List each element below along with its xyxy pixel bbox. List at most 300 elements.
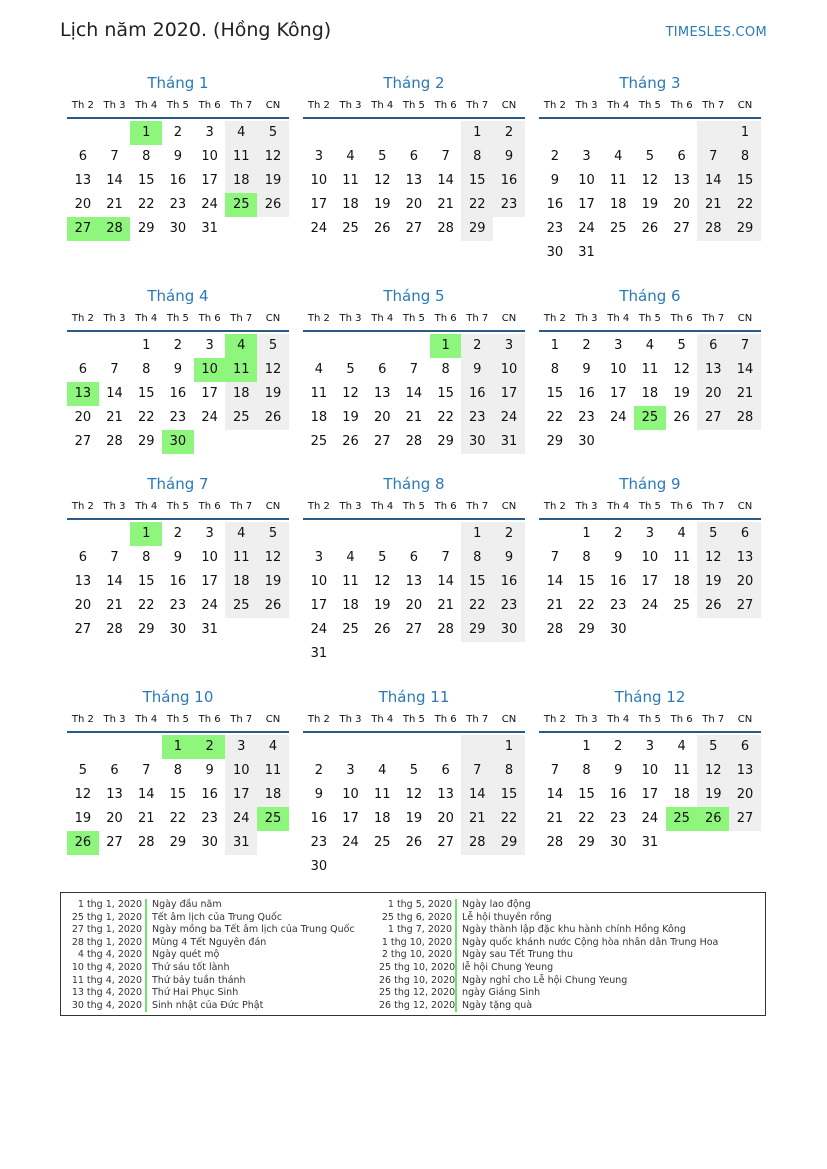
day-cell: 11: [641, 362, 659, 377]
weekday-header: [67, 713, 289, 733]
weekday-label: Th 4: [607, 501, 630, 512]
holiday-day-cell: 2: [194, 735, 226, 759]
day-cell: 17: [310, 598, 328, 613]
day-cell: 18: [609, 197, 627, 212]
day-cell: 22: [169, 811, 187, 826]
day-cell: 2: [614, 739, 623, 754]
day-cell: 9: [205, 763, 214, 778]
legend-marker: [455, 949, 457, 962]
month-block: [303, 687, 525, 879]
legend-holiday-name: Tết âm lịch của Trung Quốc: [152, 911, 283, 923]
day-cell: 15: [461, 570, 493, 594]
weekday-label: Th 5: [166, 313, 189, 324]
day-cell: 1: [461, 522, 493, 546]
day-cell: 9: [493, 546, 525, 570]
day-cell: 13: [437, 787, 454, 802]
month-block: [539, 687, 761, 855]
day-cell: 11: [609, 173, 627, 188]
day-cell: 8: [461, 546, 493, 570]
day-cell: 11: [342, 574, 359, 589]
day-cell: 26: [373, 221, 391, 236]
day-cell: 18: [673, 787, 690, 802]
weekday-label: Th 6: [198, 501, 221, 512]
weekday-label: Th 3: [575, 100, 598, 111]
day-cell: 7: [550, 550, 559, 565]
day-cell: 3: [493, 334, 525, 358]
weekday-label: Th 4: [135, 100, 158, 111]
weekday-label: Th 7: [466, 100, 489, 111]
holiday-day-cell: 30: [162, 430, 194, 454]
empty-cell: [366, 334, 398, 358]
weekday-label: Th 4: [135, 501, 158, 512]
month-block: [303, 73, 525, 241]
day-cell: 4: [677, 526, 686, 541]
day-cell: 30: [609, 835, 627, 850]
day-cell: 10: [225, 759, 257, 783]
weekday-label: Th 5: [402, 313, 425, 324]
weekday-label: Th 3: [103, 501, 126, 512]
day-cell: 5: [78, 763, 87, 778]
day-cell: 16: [578, 386, 595, 401]
day-cell: 25: [342, 221, 359, 236]
day-cell: 26: [641, 221, 659, 236]
day-cell: 23: [546, 221, 564, 236]
day-cell: 13: [373, 386, 391, 401]
day-cell: 15: [729, 169, 761, 193]
day-cell: 10: [578, 173, 595, 188]
day-cell: 20: [405, 197, 423, 212]
day-cell: 17: [225, 783, 257, 807]
day-grid: [67, 522, 289, 642]
legend-holiday-name: Ngày tặng quà: [462, 999, 533, 1011]
weekday-label: Th 7: [230, 100, 253, 111]
day-cell: 12: [342, 386, 359, 401]
month-title: Tháng 4: [147, 287, 209, 305]
day-cell: 26: [342, 434, 359, 449]
day-cell: 9: [461, 358, 493, 382]
legend-date: 26 thg 10, 2020: [379, 974, 456, 986]
month-block: [67, 687, 289, 855]
weekday-label: CN: [737, 313, 753, 324]
day-cell: 23: [578, 410, 595, 425]
day-cell: 8: [173, 763, 183, 778]
day-cell: 13: [405, 173, 423, 188]
empty-cell: [461, 735, 493, 759]
weekday-label: Th 7: [230, 313, 253, 324]
day-cell: 30: [169, 622, 187, 637]
day-cell: 26: [373, 622, 391, 637]
day-cell: 5: [257, 522, 289, 546]
day-cell: 1: [142, 338, 151, 353]
day-cell: 10: [310, 173, 328, 188]
empty-cell: [303, 735, 335, 759]
day-cell: 1: [550, 338, 559, 353]
legend-holiday-name: Thứ sáu tốt lành: [152, 961, 230, 973]
weekday-label: Th 7: [466, 313, 489, 324]
day-cell: 20: [74, 410, 92, 425]
legend-holiday-name: Lễ hội thuyền rồng: [462, 911, 552, 923]
day-cell: 2: [314, 763, 323, 778]
day-cell: 23: [169, 598, 187, 613]
weekday-label: Th 6: [670, 501, 693, 512]
day-cell: 18: [257, 783, 289, 807]
day-cell: 1: [461, 121, 493, 145]
weekday-label: Th 5: [402, 714, 425, 725]
day-cell: 30: [310, 859, 328, 874]
month-title: Tháng 2: [383, 74, 445, 92]
empty-cell: [430, 522, 462, 546]
month-title: Tháng 7: [147, 475, 209, 493]
day-cell: 24: [201, 197, 218, 212]
day-cell: 22: [461, 193, 493, 217]
day-cell: 20: [437, 811, 454, 826]
day-cell: 9: [614, 550, 623, 565]
day-cell: 6: [697, 334, 729, 358]
day-cell: 17: [609, 386, 627, 401]
day-cell: 5: [697, 735, 729, 759]
day-cell: 24: [310, 221, 328, 236]
day-cell: 5: [378, 149, 387, 164]
day-cell: 12: [373, 574, 391, 589]
day-cell: 24: [493, 406, 525, 430]
weekday-label: CN: [265, 313, 281, 324]
day-cell: 6: [409, 149, 419, 164]
day-cell: 3: [645, 526, 655, 541]
weekday-label: Th 4: [607, 100, 630, 111]
day-cell: 22: [137, 598, 155, 613]
day-cell: 17: [201, 173, 218, 188]
weekday-label: Th 7: [230, 714, 253, 725]
day-cell: 3: [314, 550, 323, 565]
weekday-label: Th 3: [339, 501, 362, 512]
legend-row: [69, 1000, 355, 1013]
day-cell: 5: [409, 763, 419, 778]
holiday-day-cell: 4: [225, 334, 257, 358]
weekday-label: Th 4: [371, 501, 394, 512]
day-cell: 7: [110, 550, 119, 565]
legend-date: 25 thg 10, 2020: [379, 961, 456, 973]
day-cell: 11: [373, 787, 391, 802]
legend-marker: [455, 937, 457, 950]
day-cell: 21: [437, 197, 454, 212]
day-cell: 3: [346, 763, 355, 778]
day-cell: 6: [729, 735, 761, 759]
day-cell: 4: [257, 735, 289, 759]
holiday-day-cell: 1: [162, 735, 194, 759]
day-cell: 4: [225, 522, 257, 546]
day-cell: 17: [578, 197, 595, 212]
legend-date: 11 thg 4, 2020: [71, 974, 142, 986]
empty-cell: [571, 121, 603, 145]
holiday-day-cell: 13: [67, 382, 99, 406]
weekday-label: CN: [737, 501, 753, 512]
legend-marker: [145, 962, 147, 975]
legend-holiday-name: lễ hội Chung Yeung: [462, 961, 554, 973]
day-cell: 6: [409, 550, 419, 565]
weekday-label: Th 5: [638, 100, 661, 111]
day-cell: 24: [609, 410, 627, 425]
legend-date: 30 thg 4, 2020: [71, 999, 142, 1011]
empty-cell: [335, 522, 367, 546]
day-grid: [539, 522, 761, 642]
day-cell: 18: [310, 410, 328, 425]
day-cell: 15: [137, 173, 155, 188]
day-cell: 12: [673, 362, 690, 377]
day-cell: 16: [609, 574, 627, 589]
day-cell: 7: [110, 149, 119, 164]
day-grid: [67, 735, 289, 855]
month-block: [303, 474, 525, 666]
empty-cell: [539, 121, 571, 145]
day-cell: 3: [645, 739, 655, 754]
weekday-label: CN: [501, 714, 517, 725]
day-cell: 22: [137, 197, 155, 212]
day-cell: 25: [373, 835, 391, 850]
holiday-day-cell: 1: [430, 334, 462, 358]
weekday-label: Th 2: [543, 501, 566, 512]
day-cell: 7: [142, 763, 151, 778]
holiday-day-cell: 1: [130, 522, 162, 546]
day-cell: 11: [673, 550, 690, 565]
weekday-label: Th 2: [543, 313, 566, 324]
legend-marker: [455, 912, 457, 925]
day-cell: 22: [137, 410, 155, 425]
day-cell: 14: [697, 169, 729, 193]
legend-row: [379, 899, 718, 912]
weekday-label: CN: [501, 501, 517, 512]
day-cell: 29: [729, 217, 761, 241]
weekday-label: Th 6: [198, 100, 221, 111]
holiday-day-cell: 10: [194, 358, 226, 382]
day-cell: 31: [641, 835, 659, 850]
legend-marker: [145, 937, 147, 950]
day-cell: 8: [142, 149, 151, 164]
day-cell: 19: [257, 570, 289, 594]
legend-row: [69, 949, 355, 962]
empty-cell: [398, 334, 430, 358]
legend-date: 4 thg 4, 2020: [77, 949, 142, 961]
weekday-label: Th 6: [670, 100, 693, 111]
empty-cell: [666, 121, 698, 145]
weekday-label: CN: [265, 714, 281, 725]
day-cell: 23: [310, 835, 328, 850]
weekday-header: [539, 312, 761, 332]
day-cell: 2: [173, 526, 183, 541]
legend-holiday-name: Ngày lao động: [462, 899, 531, 910]
day-cell: 20: [405, 598, 423, 613]
day-cell: 7: [441, 550, 450, 565]
month-block: [539, 474, 761, 642]
day-cell: 24: [342, 835, 359, 850]
day-cell: 19: [641, 197, 659, 212]
empty-cell: [539, 735, 571, 759]
day-cell: 11: [673, 763, 690, 778]
day-cell: 16: [310, 811, 328, 826]
legend-holiday-name: Thứ Hai Phục Sinh: [152, 987, 239, 999]
day-cell: 4: [346, 149, 355, 164]
day-cell: 16: [609, 787, 627, 802]
weekday-header: [303, 312, 525, 332]
month-block: [67, 474, 289, 642]
empty-cell: [335, 121, 367, 145]
day-cell: 5: [697, 522, 729, 546]
day-cell: 28: [106, 622, 123, 637]
day-cell: 7: [729, 334, 761, 358]
day-cell: 26: [257, 594, 289, 618]
day-cell: 28: [546, 622, 564, 637]
day-cell: 4: [314, 362, 323, 377]
day-cell: 12: [74, 787, 92, 802]
day-cell: 21: [106, 598, 123, 613]
day-cell: 13: [729, 546, 761, 570]
weekday-label: Th 7: [702, 313, 725, 324]
day-cell: 31: [493, 430, 525, 454]
day-cell: 4: [346, 550, 355, 565]
day-cell: 3: [614, 338, 623, 353]
day-cell: 21: [106, 197, 123, 212]
weekday-label: Th 2: [307, 714, 330, 725]
legend-row: [69, 912, 355, 925]
weekday-label: Th 2: [307, 313, 330, 324]
day-cell: 1: [493, 735, 525, 759]
day-cell: 18: [373, 811, 391, 826]
weekday-header: [539, 99, 761, 119]
day-cell: 10: [641, 550, 659, 565]
day-cell: 12: [697, 759, 729, 783]
empty-cell: [99, 121, 131, 145]
day-cell: 12: [373, 173, 391, 188]
legend-row: [379, 912, 718, 925]
holiday-day-cell: 28: [99, 217, 131, 241]
day-grid: [539, 121, 761, 265]
day-cell: 4: [614, 149, 623, 164]
day-cell: 3: [225, 735, 257, 759]
day-grid: [539, 334, 761, 454]
day-cell: 31: [225, 831, 257, 855]
weekday-label: Th 7: [466, 501, 489, 512]
day-cell: 2: [582, 338, 591, 353]
weekday-label: Th 7: [702, 501, 725, 512]
legend-date: 25 thg 12, 2020: [379, 987, 456, 999]
day-cell: 15: [437, 386, 454, 401]
day-cell: 29: [493, 831, 525, 855]
day-cell: 23: [169, 197, 187, 212]
day-cell: 2: [493, 522, 525, 546]
day-cell: 2: [173, 125, 183, 140]
day-cell: 4: [645, 338, 655, 353]
day-cell: 2: [614, 526, 623, 541]
month-title: Tháng 3: [619, 74, 681, 92]
day-cell: 10: [201, 149, 218, 164]
day-cell: 3: [314, 149, 323, 164]
legend-row: [379, 975, 718, 988]
day-cell: 23: [493, 594, 525, 618]
day-cell: 27: [106, 835, 123, 850]
weekday-label: Th 2: [71, 100, 94, 111]
day-cell: 24: [310, 622, 328, 637]
weekday-label: Th 3: [339, 100, 362, 111]
empty-cell: [303, 334, 335, 358]
day-cell: 15: [461, 169, 493, 193]
day-cell: 25: [673, 598, 690, 613]
day-cell: 26: [673, 410, 690, 425]
day-cell: 21: [729, 382, 761, 406]
day-cell: 10: [342, 787, 359, 802]
day-cell: 24: [578, 221, 595, 236]
day-cell: 30: [609, 622, 627, 637]
empty-cell: [634, 121, 666, 145]
day-cell: 27: [405, 622, 423, 637]
day-cell: 15: [137, 574, 155, 589]
legend-holiday-name: Ngày đầu năm: [152, 899, 222, 910]
day-cell: 29: [137, 434, 155, 449]
weekday-header: [303, 99, 525, 119]
holiday-day-cell: 1: [130, 121, 162, 145]
month-title: Tháng 10: [142, 688, 214, 706]
weekday-label: Th 5: [402, 100, 425, 111]
day-cell: 14: [461, 783, 493, 807]
weekday-label: Th 4: [135, 714, 158, 725]
day-grid: [67, 121, 289, 241]
day-cell: 8: [550, 362, 559, 377]
day-cell: 30: [169, 221, 187, 236]
empty-cell: [335, 334, 367, 358]
day-cell: 7: [409, 362, 419, 377]
day-cell: 22: [729, 193, 761, 217]
month-title: Tháng 6: [619, 287, 681, 305]
month-title: Tháng 12: [614, 688, 686, 706]
legend-marker: [455, 987, 457, 1000]
day-cell: 24: [641, 598, 659, 613]
day-cell: 15: [578, 787, 595, 802]
day-cell: 11: [225, 145, 257, 169]
day-cell: 28: [106, 434, 123, 449]
day-cell: 14: [405, 386, 423, 401]
day-cell: 9: [314, 787, 323, 802]
weekday-label: Th 6: [434, 100, 457, 111]
legend-date: 25 thg 1, 2020: [71, 911, 142, 923]
empty-cell: [366, 121, 398, 145]
legend-marker: [145, 975, 147, 988]
day-cell: 31: [310, 646, 328, 661]
day-cell: 28: [729, 406, 761, 430]
weekday-label: Th 6: [670, 313, 693, 324]
legend-marker: [455, 962, 457, 975]
brand-link[interactable]: TIMESLES.COM: [665, 25, 767, 40]
day-cell: 6: [78, 362, 87, 377]
day-cell: 23: [493, 193, 525, 217]
day-cell: 22: [437, 410, 454, 425]
day-cell: 13: [697, 358, 729, 382]
day-cell: 25: [609, 221, 627, 236]
empty-cell: [335, 735, 367, 759]
day-cell: 27: [405, 221, 423, 236]
day-cell: 21: [546, 811, 564, 826]
day-cell: 10: [609, 362, 627, 377]
day-cell: 8: [142, 550, 151, 565]
day-cell: 28: [461, 831, 493, 855]
weekday-label: Th 2: [307, 100, 330, 111]
holiday-day-cell: 25: [257, 807, 289, 831]
day-cell: 8: [729, 145, 761, 169]
day-cell: 17: [641, 787, 659, 802]
day-cell: 22: [493, 807, 525, 831]
day-cell: 29: [546, 434, 564, 449]
empty-cell: [602, 121, 634, 145]
day-cell: 22: [461, 594, 493, 618]
day-cell: 5: [257, 121, 289, 145]
day-cell: 15: [546, 386, 564, 401]
